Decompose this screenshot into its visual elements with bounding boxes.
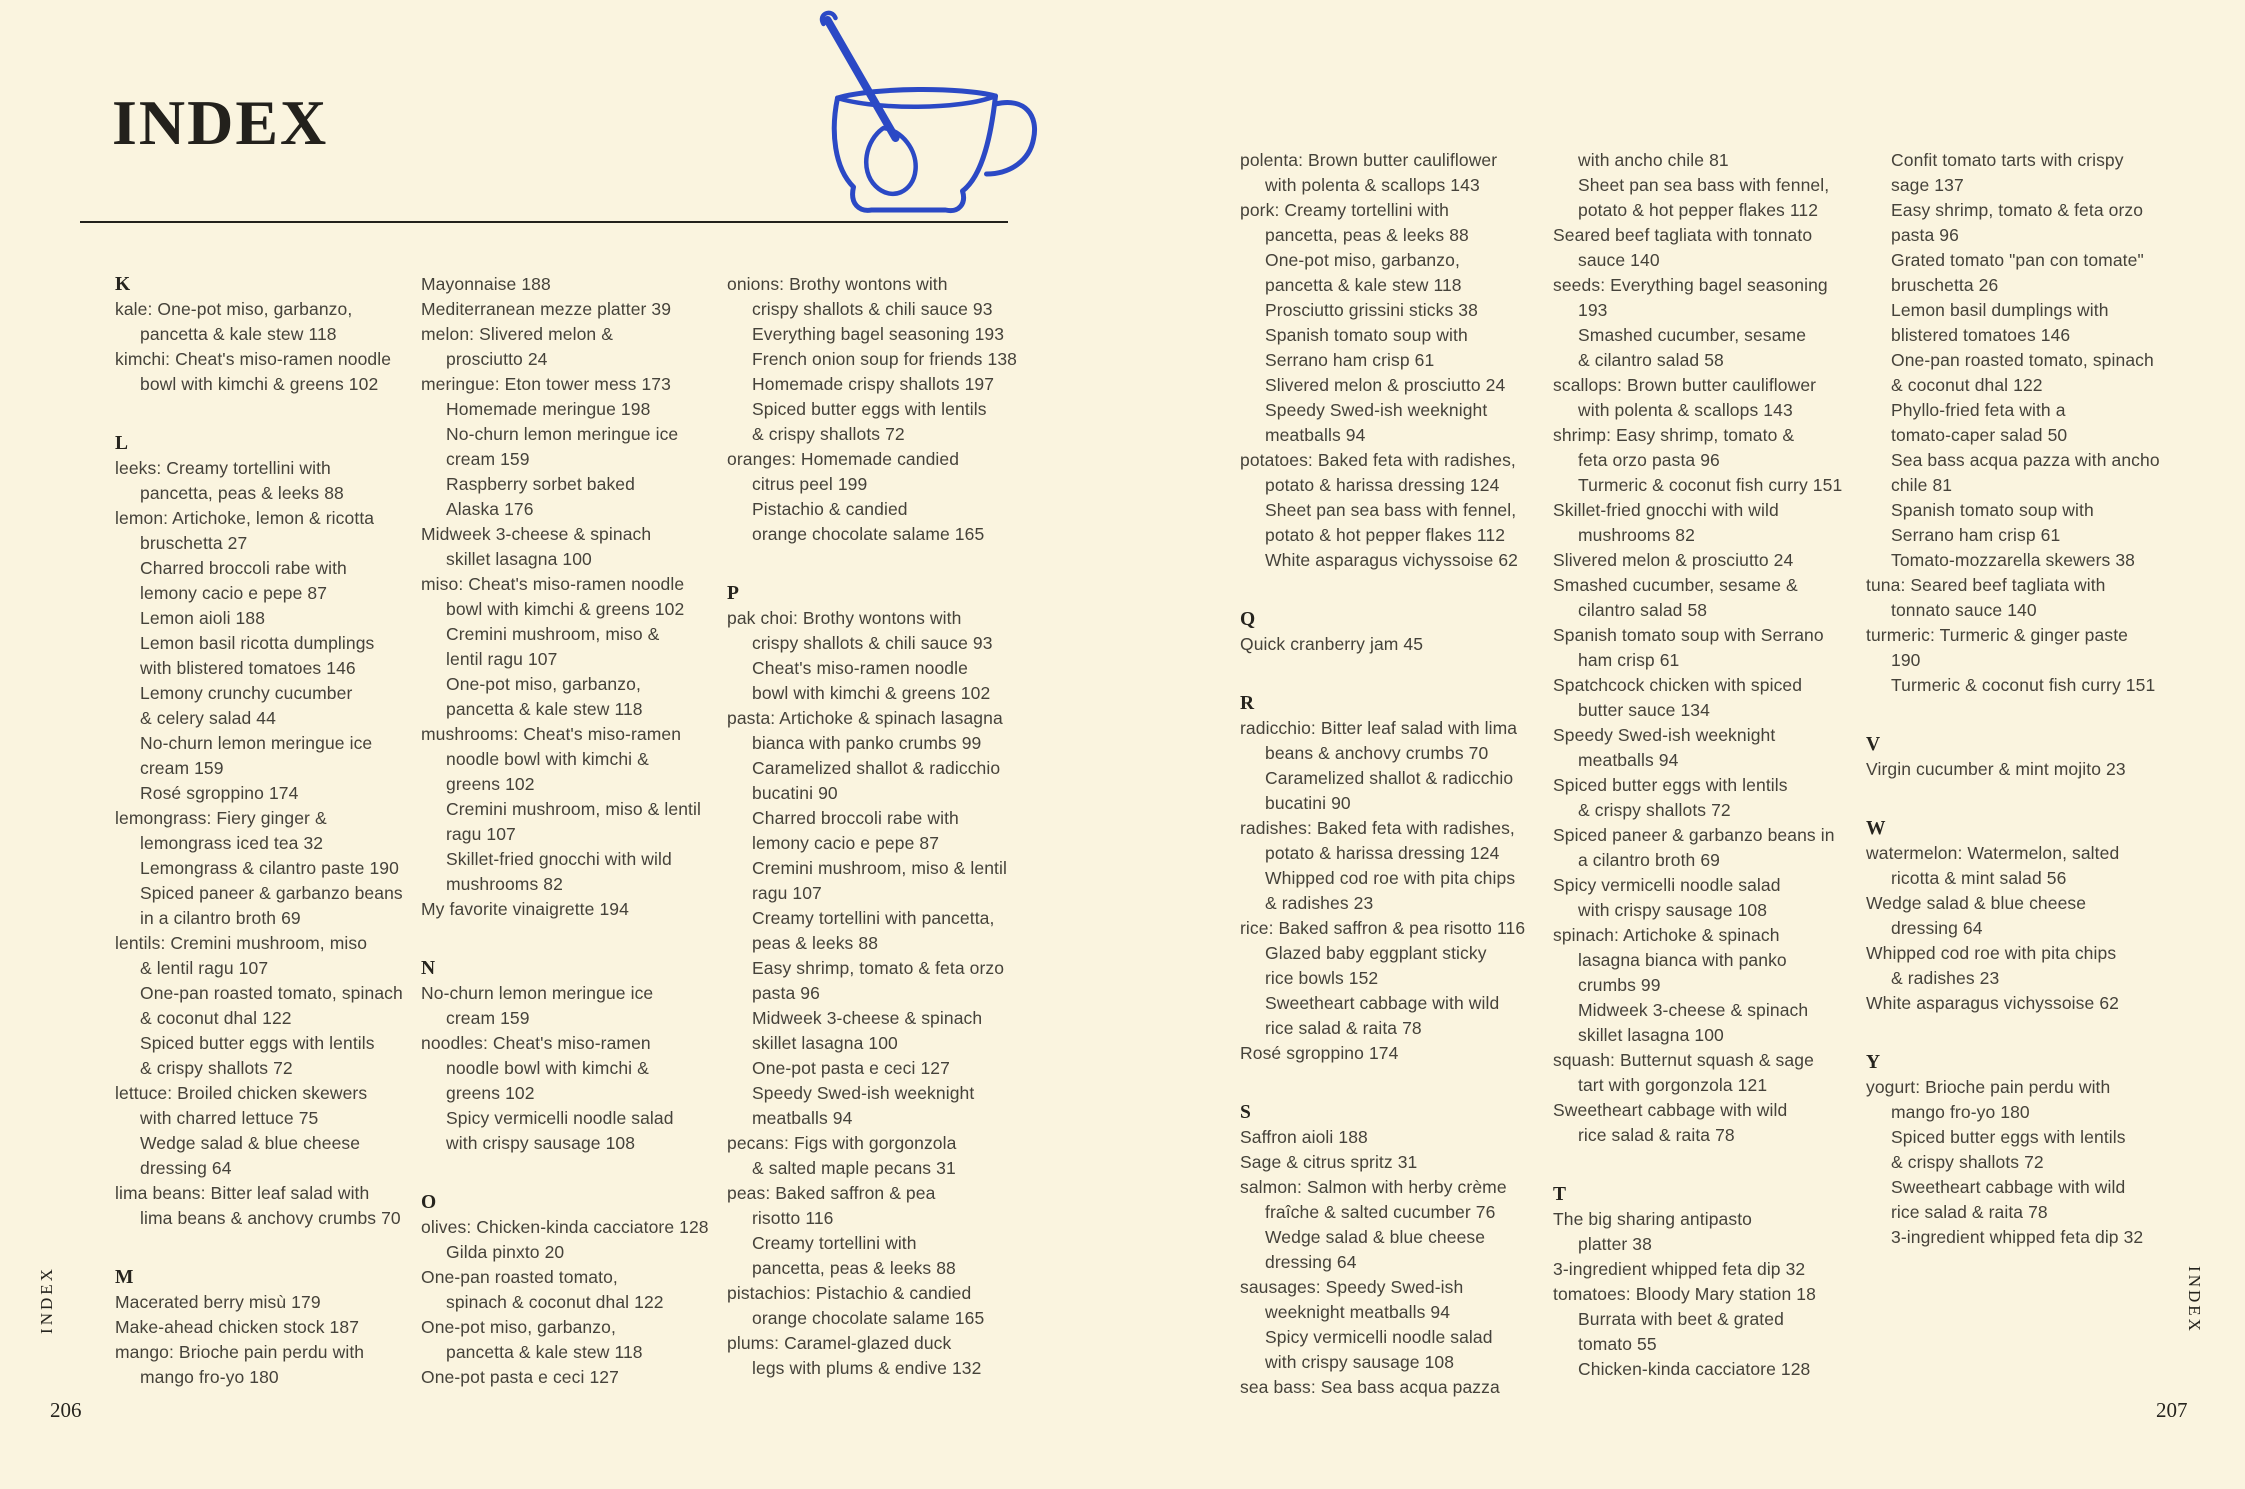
index-entry-line: with polenta & scallops 143 [1578,400,1793,420]
index-entry-line: Tomato-mozzarella skewers 38 [1891,550,2135,570]
index-entry-line: pancetta & kale stew 118 [446,1342,643,1362]
index-entry-line: oranges: Homemade candied [727,449,960,469]
index-entry-line: with ancho chile 81 [1578,150,1729,170]
index-entry-line: Pistachio & candied [752,499,908,519]
index-entry-line: Glazed baby eggplant sticky [1265,943,1487,963]
index-entry-line: Prosciutto grissini sticks 38 [1265,300,1478,320]
index-entry-line: One-pot pasta e ceci 127 [752,1058,950,1078]
section-letter: V [1866,734,1882,755]
index-entry-line: Saffron aioli 188 [1240,1127,1368,1147]
index-entry-line: peas & leeks 88 [752,933,879,953]
index-entry-line: & crispy shallots 72 [752,424,905,444]
index-entry-line: Skillet-fried gnocchi with wild [1553,500,1779,520]
spine-label-right: INDEX [2185,1266,2204,1334]
index-entry-line: potato & harissa dressing 124 [1265,475,1500,495]
index-entry-line: bucatini 90 [1265,793,1351,813]
index-entry-line: meatballs 94 [1265,425,1366,445]
cup-rim-front [838,96,996,107]
section-letter: R [1240,693,1256,714]
index-entry-line: Smashed cucumber, sesame [1578,325,1807,345]
index-entry-line: with polenta & scallops 143 [1265,175,1480,195]
index-entry-line: Serrano ham crisp 61 [1265,350,1435,370]
index-entry-line: olives: Chicken-kinda cacciatore 128 [421,1217,709,1237]
section-letter: O [421,1192,438,1213]
index-entry-line: ragu 107 [752,883,822,903]
index-column [1866,148,2179,1400]
index-entry-line: One-pan roasted tomato, spinach [1891,350,2154,370]
index-entry-line: beans & anchovy crumbs 70 [1265,743,1489,763]
index-entry-line: Everything bagel seasoning 193 [752,324,1005,344]
index-entry-line: mango: Brioche pain perdu with [115,1342,365,1362]
index-entry-line: shrimp: Easy shrimp, tomato & [1553,425,1795,445]
index-entry-line: with charred lettuce 75 [140,1108,319,1128]
index-entry-line: lasagna bianca with panko [1578,950,1787,970]
index-entry-line: Spiced butter eggs with lentils [140,1033,375,1053]
index-entry-line: Make-ahead chicken stock 187 [115,1317,360,1337]
index-entry-line: Grated tomato "pan con tomate" [1891,250,2144,270]
index-entry-line: Spicy vermicelli noodle salad [1265,1327,1493,1347]
index-entry-line: One-pan roasted tomato, [421,1267,618,1287]
index-entry-line: cilantro salad 58 [1578,600,1708,620]
index-entry-line: noodles: Cheat's miso-ramen [421,1033,651,1053]
index-entry-line: legs with plums & endive 132 [752,1358,982,1378]
index-entry-line: Spanish tomato soup with [1265,325,1468,345]
index-entry-line: bucatini 90 [752,783,838,803]
index-entry-line: bruschetta 26 [1891,275,1999,295]
section-letter: Y [1866,1052,1882,1073]
index-entry-line: Caramelized shallot & radicchio [1265,768,1514,788]
page-number-right: 207 [2156,1398,2188,1422]
index-entry-line: onions: Brothy wontons with [727,274,948,294]
index-entry-line: 3-ingredient whipped feta dip 32 [1891,1227,2144,1247]
index-entry-line: Mayonnaise 188 [421,274,551,294]
index-entry-line: spinach & coconut dhal 122 [446,1292,664,1312]
index-entry-line: Spatchcock chicken with spiced [1553,675,1803,695]
index-entry-line: pasta 96 [752,983,820,1003]
index-entry-line: Spiced paneer & garbanzo beans in [1553,825,1835,845]
index-entry-line: cream 159 [446,449,530,469]
index-column [1553,148,1866,1400]
index-entry-line: Chicken-kinda cacciatore 128 [1578,1359,1811,1379]
index-entry-line: melon: Slivered melon & [421,324,613,344]
index-entry-line: polenta: Brown butter cauliflower [1240,150,1498,170]
index-entry-line: with crispy sausage 108 [1578,900,1768,920]
index-entry-line: Gilda pinxto 20 [446,1242,565,1262]
index-entry-line: Speedy Swed-ish weeknight [752,1083,975,1103]
index-entry-line: Cremini mushroom, miso & lentil [446,799,701,819]
index-entry-line: & coconut dhal 122 [140,1008,292,1028]
index-entry-line: peas: Baked saffron & pea [727,1183,936,1203]
index-entry-line: tart with gorgonzola 121 [1578,1075,1768,1095]
index-entry-line: lemony cacio e pepe 87 [140,583,328,603]
index-entry-line: bowl with kimchi & greens 102 [752,683,991,703]
index-entry-line: Speedy Swed-ish weeknight [1265,400,1488,420]
index-entry-line: Raspberry sorbet baked [446,474,635,494]
index-entry-line: Creamy tortellini with [752,1233,917,1253]
index-entry-line: Homemade meringue 198 [446,399,651,419]
index-entry-line: greens 102 [446,1083,535,1103]
index-entry-line: blistered tomatoes 146 [1891,325,2071,345]
index-entry-line: Slivered melon & prosciutto 24 [1265,375,1506,395]
index-entry-line: Rosé sgroppino 174 [140,783,299,803]
index-entry-line: lemon: Artichoke, lemon & ricotta [115,508,375,528]
index-entry-line: Sea bass acqua pazza with ancho [1891,450,2160,470]
index-entry-line: & lentil ragu 107 [140,958,269,978]
index-column [1240,148,1553,1400]
index-entry-line: Spiced butter eggs with lentils [752,399,987,419]
page-number-left: 206 [50,1398,82,1422]
index-entry-line: Seared beef tagliata with tonnato [1553,225,1813,245]
index-entry-line: White asparagus vichyssoise 62 [1265,550,1518,570]
index-column [115,272,421,1390]
index-entry-line: Spicy vermicelli noodle salad [1553,875,1781,895]
index-entry-line: Lemony crunchy cucumber [140,683,353,703]
page-title: INDEX [112,87,329,158]
section-letter: K [115,274,132,295]
index-entry-line: & crispy shallots 72 [140,1058,293,1078]
index-entry-line: One-pan roasted tomato, spinach [140,983,403,1003]
index-entry-line: Turmeric & coconut fish curry 151 [1578,475,1843,495]
index-entry-line: meatballs 94 [1578,750,1679,770]
index-entry-line: rice salad & raita 78 [1265,1018,1422,1038]
index-entry-line: crumbs 99 [1578,975,1661,995]
index-entry-line: Caramelized shallot & radicchio [752,758,1001,778]
index-entry-line: 190 [1891,650,1921,670]
index-entry-line: Burrata with beet & grated [1578,1309,1784,1329]
index-entry-line: greens 102 [446,774,535,794]
index-entry-line: Wedge salad & blue cheese [140,1133,361,1153]
index-entry-line: in a cilantro broth 69 [140,908,301,928]
index-entry-line: miso: Cheat's miso-ramen noodle [421,574,685,594]
spine-label-left: INDEX [37,1266,56,1334]
index-entry-line: Sweetheart cabbage with wild [1891,1177,2126,1197]
index-entry-line: mushrooms: Cheat's miso-ramen [421,724,682,744]
index-entry-line: ragu 107 [446,824,516,844]
index-entry-line: rice salad & raita 78 [1891,1202,2048,1222]
spoon-handle [828,20,896,138]
index-entry-line: pasta: Artichoke & spinach lasagna [727,708,1003,728]
right-page-columns [1240,148,2179,1400]
index-entry-line: Charred broccoli rabe with [140,558,347,578]
index-entry-line: pasta 96 [1891,225,1959,245]
section-letter: T [1553,1184,1568,1205]
index-entry-line: Confit tomato tarts with crispy [1891,150,2124,170]
index-entry-line: & crispy shallots 72 [1891,1152,2044,1172]
cup-spoon-illustration [795,8,1050,223]
index-entry-line: Sheet pan sea bass with fennel, [1265,500,1517,520]
section-letter: S [1240,1102,1252,1123]
index-entry-line: rice: Baked saffron & pea risotto 116 [1240,918,1526,938]
index-entry-line: watermelon: Watermelon, salted [1866,843,2120,863]
index-entry-line: seeds: Everything bagel seasoning [1553,275,1828,295]
index-entry-line: pancetta, peas & leeks 88 [1265,225,1469,245]
index-entry-line: tomatoes: Bloody Mary station 18 [1553,1284,1816,1304]
index-entry-line: Spiced paneer & garbanzo beans [140,883,403,903]
index-entry-line: kale: One-pot miso, garbanzo, [115,299,353,319]
index-entry-line: meatballs 94 [752,1108,853,1128]
index-entry-line: The big sharing antipasto [1553,1209,1753,1229]
index-entry-line: Wedge salad & blue cheese [1866,893,2087,913]
index-entry-line: crispy shallots & chili sauce 93 [752,299,993,319]
index-entry-line: Sage & citrus spritz 31 [1240,1152,1418,1172]
index-entry-line: 3-ingredient whipped feta dip 32 [1553,1259,1806,1279]
index-entry-line: Turmeric & coconut fish curry 151 [1891,675,2156,695]
index-entry-line: bianca with panko crumbs 99 [752,733,982,753]
index-entry-line: Easy shrimp, tomato & feta orzo [752,958,1005,978]
index-entry-line: Phyllo-fried feta with a [1891,400,2066,420]
cup-rim-top [838,89,996,98]
index-entry-line: potato & hot pepper flakes 112 [1578,200,1819,220]
index-entry-line: pecans: Figs with gorgonzola [727,1133,957,1153]
index-entry-line: Sweetheart cabbage with wild [1553,1100,1788,1120]
index-entry-line: Quick cranberry jam 45 [1240,634,1424,654]
index-entry-line: butter sauce 134 [1578,700,1710,720]
index-entry-line: Creamy tortellini with pancetta, [752,908,995,928]
index-entry-line: bowl with kimchi & greens 102 [446,599,685,619]
index-entry-line: Sweetheart cabbage with wild [1265,993,1500,1013]
index-entry-line: sauce 140 [1578,250,1660,270]
index-entry-line: ham crisp 61 [1578,650,1680,670]
index-entry-line: & celery salad 44 [140,708,276,728]
index-entry-line: tomato-caper salad 50 [1891,425,2068,445]
index-entry-line: yogurt: Brioche pain perdu with [1866,1077,2111,1097]
index-entry-line: Mediterranean mezze platter 39 [421,299,672,319]
index-entry-line: rice bowls 152 [1265,968,1379,988]
index-entry-line: mango fro-yo 180 [1891,1102,2030,1122]
left-page-columns [115,272,1033,1390]
index-entry-line: radishes: Baked feta with radishes, [1240,818,1515,838]
index-entry-line: Whipped cod roe with pita chips [1866,943,2117,963]
index-entry-line: lentils: Cremini mushroom, miso [115,933,368,953]
index-entry-line: tonnato sauce 140 [1891,600,2037,620]
index-entry-line: scallops: Brown butter cauliflower [1553,375,1817,395]
index-entry-line: Speedy Swed-ish weeknight [1553,725,1776,745]
index-entry-line: sausages: Speedy Swed-ish [1240,1277,1464,1297]
index-entry-line: citrus peel 199 [752,474,868,494]
index-entry-line: a cilantro broth 69 [1578,850,1720,870]
index-entry-line: pistachios: Pistachio & candied [727,1283,972,1303]
index-entry-line: spinach: Artichoke & spinach [1553,925,1780,945]
index-entry-line: pak choi: Brothy wontons with [727,608,962,628]
index-entry-line: & cilantro salad 58 [1578,350,1724,370]
index-entry-line: turmeric: Turmeric & ginger paste [1866,625,2128,645]
index-entry-line: rice salad & raita 78 [1578,1125,1735,1145]
index-entry-line: Macerated berry misù 179 [115,1292,321,1312]
index-entry-line: lemony cacio e pepe 87 [752,833,940,853]
index-entry-line: orange chocolate salame 165 [752,1308,985,1328]
index-entry-line: skillet lasagna 100 [1578,1025,1724,1045]
index-entry-line: Spiced butter eggs with lentils [1891,1127,2126,1147]
section-letter: Q [1240,609,1257,630]
index-entry-line: crispy shallots & chili sauce 93 [752,633,993,653]
index-entry-line: tomato 55 [1578,1334,1657,1354]
index-entry-line: Skillet-fried gnocchi with wild [446,849,672,869]
index-entry-line: No-churn lemon meringue ice [140,733,373,753]
index-entry-line: Spanish tomato soup with [1891,500,2094,520]
index-entry-line: with crispy sausage 108 [1265,1352,1455,1372]
index-entry-line: pancetta & kale stew 118 [1265,275,1462,295]
index-entry-line: potato & hot pepper flakes 112 [1265,525,1506,545]
index-entry-line: prosciutto 24 [446,349,548,369]
index-entry-line: Rosé sgroppino 174 [1240,1043,1399,1063]
index-entry-line: pancetta & kale stew 118 [446,699,643,719]
index-entry-line: Sheet pan sea bass with fennel, [1578,175,1830,195]
index-entry-line: One-pot miso, garbanzo, [421,1317,616,1337]
index-entry-line: chile 81 [1891,475,1953,495]
index-entry-line: platter 38 [1578,1234,1652,1254]
index-entry-line: salmon: Salmon with herby crème [1240,1177,1507,1197]
index-entry-line: squash: Butternut squash & sage [1553,1050,1814,1070]
index-entry-line: bowl with kimchi & greens 102 [140,374,379,394]
index-entry-line: pancetta, peas & leeks 88 [140,483,344,503]
index-entry-line: plums: Caramel-glazed duck [727,1333,952,1353]
index-entry-line: pancetta, peas & leeks 88 [752,1258,956,1278]
index-entry-line: One-pot pasta e ceci 127 [421,1367,619,1387]
index-entry-line: fraîche & salted cucumber 76 [1265,1202,1496,1222]
section-letter: N [421,958,437,979]
index-entry-line: pancetta & kale stew 118 [140,324,337,344]
index-column [727,272,1033,1390]
index-entry-line: kimchi: Cheat's miso-ramen noodle [115,349,392,369]
index-entry-line: Alaska 176 [446,499,534,519]
section-letter: P [727,583,740,604]
index-entry-line: No-churn lemon meringue ice [421,983,654,1003]
index-entry-line: mango fro-yo 180 [140,1367,279,1387]
index-entry-line: Spiced butter eggs with lentils [1553,775,1788,795]
section-letter: L [115,433,130,454]
index-entry-line: lettuce: Broiled chicken skewers [115,1083,368,1103]
index-entry-line: with blistered tomatoes 146 [140,658,356,678]
index-entry-line: Wedge salad & blue cheese [1265,1227,1486,1247]
index-entry-line: Lemon basil ricotta dumplings [140,633,375,653]
index-entry-line: lemongrass: Fiery ginger & [115,808,327,828]
index-entry-line: pork: Creamy tortellini with [1240,200,1449,220]
index-entry-line: skillet lasagna 100 [446,549,592,569]
index-entry-line: & radishes 23 [1265,893,1374,913]
index-entry-line: Midweek 3-cheese & spinach [421,524,652,544]
index-entry-line: Lemongrass & cilantro paste 190 [140,858,399,878]
index-entry-line: dressing 64 [1265,1252,1357,1272]
index-entry-line: lima beans & anchovy crumbs 70 [140,1208,401,1228]
index-entry-line: Easy shrimp, tomato & feta orzo [1891,200,2144,220]
index-entry-line: dressing 64 [140,1158,232,1178]
index-entry-line: & coconut dhal 122 [1891,375,2043,395]
index-entry-line: weeknight meatballs 94 [1265,1302,1451,1322]
index-entry-line: Cheat's miso-ramen noodle [752,658,968,678]
index-entry-line: Lemon basil dumplings with [1891,300,2109,320]
index-entry-line: skillet lasagna 100 [752,1033,898,1053]
index-entry-line: Serrano ham crisp 61 [1891,525,2061,545]
index-entry-line: Smashed cucumber, sesame & [1553,575,1798,595]
section-letter: M [115,1267,135,1288]
index-entry-line: potato & harissa dressing 124 [1265,843,1500,863]
section-letter: W [1866,818,1887,839]
index-entry-line: potatoes: Baked feta with radishes, [1240,450,1516,470]
index-entry-line: leeks: Creamy tortellini with [115,458,331,478]
index-entry-line: sea bass: Sea bass acqua pazza [1240,1377,1500,1397]
index-entry-line: cream 159 [140,758,224,778]
index-entry-line: risotto 116 [752,1208,834,1228]
index-entry-line: & crispy shallots 72 [1578,800,1731,820]
index-entry-line: sage 137 [1891,175,1964,195]
index-entry-line: ricotta & mint salad 56 [1891,868,2067,888]
index-entry-line: No-churn lemon meringue ice [446,424,679,444]
index-entry-line: lemongrass iced tea 32 [140,833,324,853]
index-entry-line: Cremini mushroom, miso & [446,624,660,644]
index-entry-line: feta orzo pasta 96 [1578,450,1720,470]
index-entry-line: French onion soup for friends 138 [752,349,1017,369]
index-entry-line: cream 159 [446,1008,530,1028]
index-entry-line: mushrooms 82 [446,874,563,894]
index-entry-line: One-pot miso, garbanzo, [1265,250,1460,270]
index-entry-line: Cremini mushroom, miso & lentil [752,858,1007,878]
index-entry-line: Charred broccoli rabe with [752,808,959,828]
index-entry-line: Spanish tomato soup with Serrano [1553,625,1824,645]
index-entry-line: Midweek 3-cheese & spinach [752,1008,983,1028]
index-entry-line: Homemade crispy shallots 197 [752,374,995,394]
index-entry-line: radicchio: Bitter leaf salad with lima [1240,718,1518,738]
index-entry-line: noodle bowl with kimchi & [446,1058,649,1078]
index-entry-line: with crispy sausage 108 [446,1133,636,1153]
index-entry-line: bruschetta 27 [140,533,248,553]
index-entry-line: 193 [1578,300,1608,320]
index-entry-line: White asparagus vichyssoise 62 [1866,993,2119,1013]
index-entry-line: tuna: Seared beef tagliata with [1866,575,2106,595]
index-entry-line: noodle bowl with kimchi & [446,749,649,769]
index-entry-line: mushrooms 82 [1578,525,1695,545]
index-column [421,272,727,1390]
index-entry-line: One-pot miso, garbanzo, [446,674,641,694]
index-entry-line: lentil ragu 107 [446,649,558,669]
index-entry-line: Midweek 3-cheese & spinach [1578,1000,1809,1020]
index-entry-line: orange chocolate salame 165 [752,524,985,544]
index-entry-line: Lemon aioli 188 [140,608,266,628]
index-entry-line: meringue: Eton tower mess 173 [421,374,671,394]
index-entry-line: Slivered melon & prosciutto 24 [1553,550,1794,570]
index-entry-line: & radishes 23 [1891,968,2000,988]
index-entry-line: dressing 64 [1891,918,1983,938]
index-entry-line: Whipped cod roe with pita chips [1265,868,1516,888]
index-entry-line: Virgin cucumber & mint mojito 23 [1866,759,2126,779]
index-entry-line: lima beans: Bitter leaf salad with [115,1183,370,1203]
index-entry-line: & salted maple pecans 31 [752,1158,956,1178]
index-entry-line: Spicy vermicelli noodle salad [446,1108,674,1128]
index-entry-line: My favorite vinaigrette 194 [421,899,629,919]
